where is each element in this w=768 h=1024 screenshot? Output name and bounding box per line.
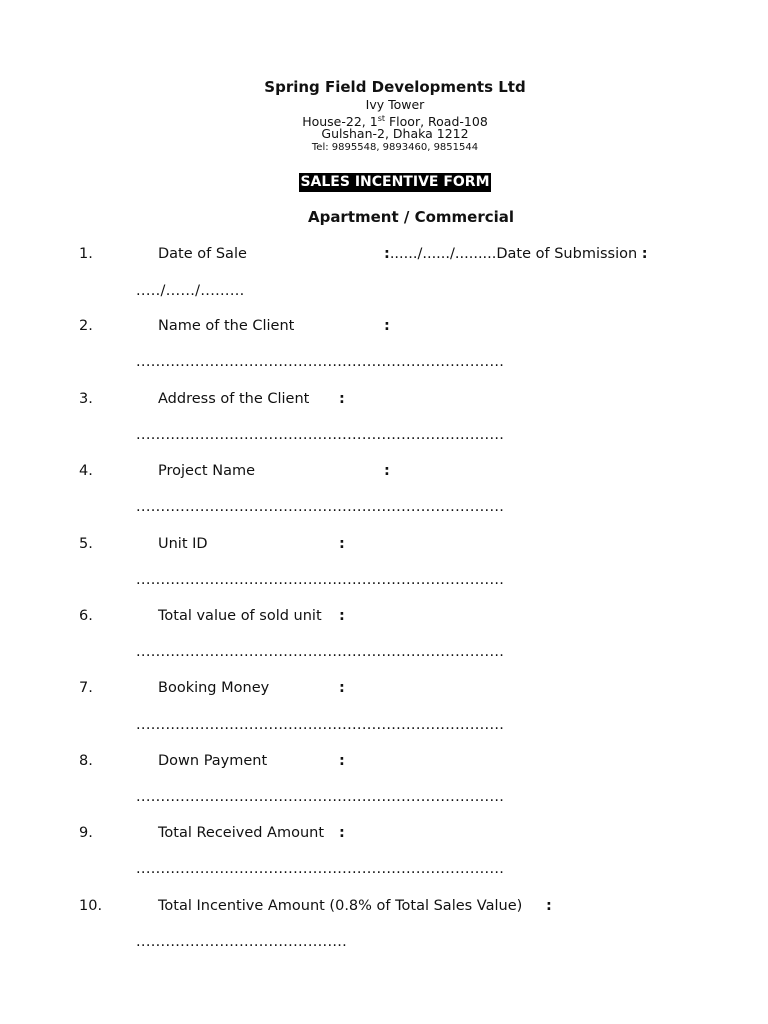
- date-of-submission-label: Date of Submission: [496, 246, 638, 262]
- field-number: 8.: [79, 753, 93, 769]
- telephone: Tel: 9895548, 9893460, 9851544: [311, 142, 479, 153]
- field-client-name: [0, 316, 768, 340]
- field-label: Total Received Amount: [158, 825, 325, 841]
- field-unit-id: [0, 534, 768, 558]
- form-title-wrap: [0, 171, 768, 192]
- field-colon: :: [546, 898, 552, 914]
- field-colon: :: [384, 246, 390, 262]
- company-name: Spring Field Developments Ltd: [264, 78, 526, 96]
- down-payment-blank[interactable]: ...........................................................................: [136, 789, 505, 805]
- booking-money-blank[interactable]: ...........................................................................: [136, 717, 505, 733]
- field-number: 9.: [79, 825, 93, 841]
- address-area: Gulshan-2, Dhaka 1212: [321, 126, 469, 141]
- total-incentive-blank[interactable]: ...........................................: [136, 934, 348, 950]
- date-of-sale-blank[interactable]: ....../....../.........: [389, 246, 497, 262]
- field-number: 5.: [79, 536, 93, 552]
- field-number: 3.: [79, 391, 93, 407]
- address-line-pre: House-22, 1: [302, 114, 378, 130]
- field-total-value: [0, 606, 768, 630]
- field-colon: :: [384, 463, 390, 479]
- field-number: 1.: [79, 246, 93, 262]
- date-of-sale-fill[interactable]: [384, 244, 648, 264]
- form-subtitle: Apartment / Commercial: [307, 208, 515, 226]
- field-label: Total value of sold unit: [158, 608, 322, 624]
- total-received-blank[interactable]: ...........................................................................: [136, 861, 505, 877]
- field-date-of-sale: [0, 244, 768, 268]
- field-colon: :: [339, 753, 345, 769]
- field-colon: :: [339, 608, 345, 624]
- address-line-sup: st: [377, 114, 386, 123]
- field-label: Project Name: [158, 463, 255, 479]
- field-colon: :: [339, 391, 345, 407]
- field-label: Name of the Client: [158, 318, 295, 334]
- field-down-payment: [0, 751, 768, 775]
- field-project-name: [0, 461, 768, 485]
- field-total-received: [0, 823, 768, 847]
- field-number: 4.: [79, 463, 93, 479]
- field-total-incentive: [0, 896, 768, 920]
- field-colon: :: [339, 825, 345, 841]
- field-label: Unit ID: [158, 536, 208, 552]
- address-line-post: Floor, Road-108: [385, 114, 488, 130]
- field-number: 7.: [79, 680, 93, 696]
- building-name: Ivy Tower: [365, 97, 425, 112]
- field-label: Date of Sale: [158, 246, 247, 262]
- field-client-address: [0, 389, 768, 413]
- field-number: 6.: [79, 608, 93, 624]
- form-title: SALES INCENTIVE FORM: [300, 174, 490, 190]
- field-booking-money: [0, 678, 768, 702]
- date-of-submission-blank[interactable]: ...../....../.........: [136, 283, 245, 299]
- field-colon-2: :: [641, 246, 648, 262]
- field-label: Total Incentive Amount (0.8% of Total Sales Value): [158, 898, 523, 914]
- field-colon: :: [384, 318, 390, 334]
- unit-id-blank[interactable]: ...........................................................................: [136, 572, 505, 588]
- client-address-blank[interactable]: ...........................................................................: [136, 427, 505, 443]
- field-label: Address of the Client: [158, 391, 310, 407]
- field-colon: :: [339, 680, 345, 696]
- field-label: Down Payment: [158, 753, 268, 769]
- field-number: 10.: [79, 898, 103, 914]
- field-label: Booking Money: [158, 680, 270, 696]
- field-number: 2.: [79, 318, 93, 334]
- client-name-blank[interactable]: ...........................................................................: [136, 354, 505, 370]
- total-value-blank[interactable]: ...........................................................................: [136, 644, 505, 660]
- project-name-blank[interactable]: ...........................................................................: [136, 499, 505, 515]
- field-colon: :: [339, 536, 345, 552]
